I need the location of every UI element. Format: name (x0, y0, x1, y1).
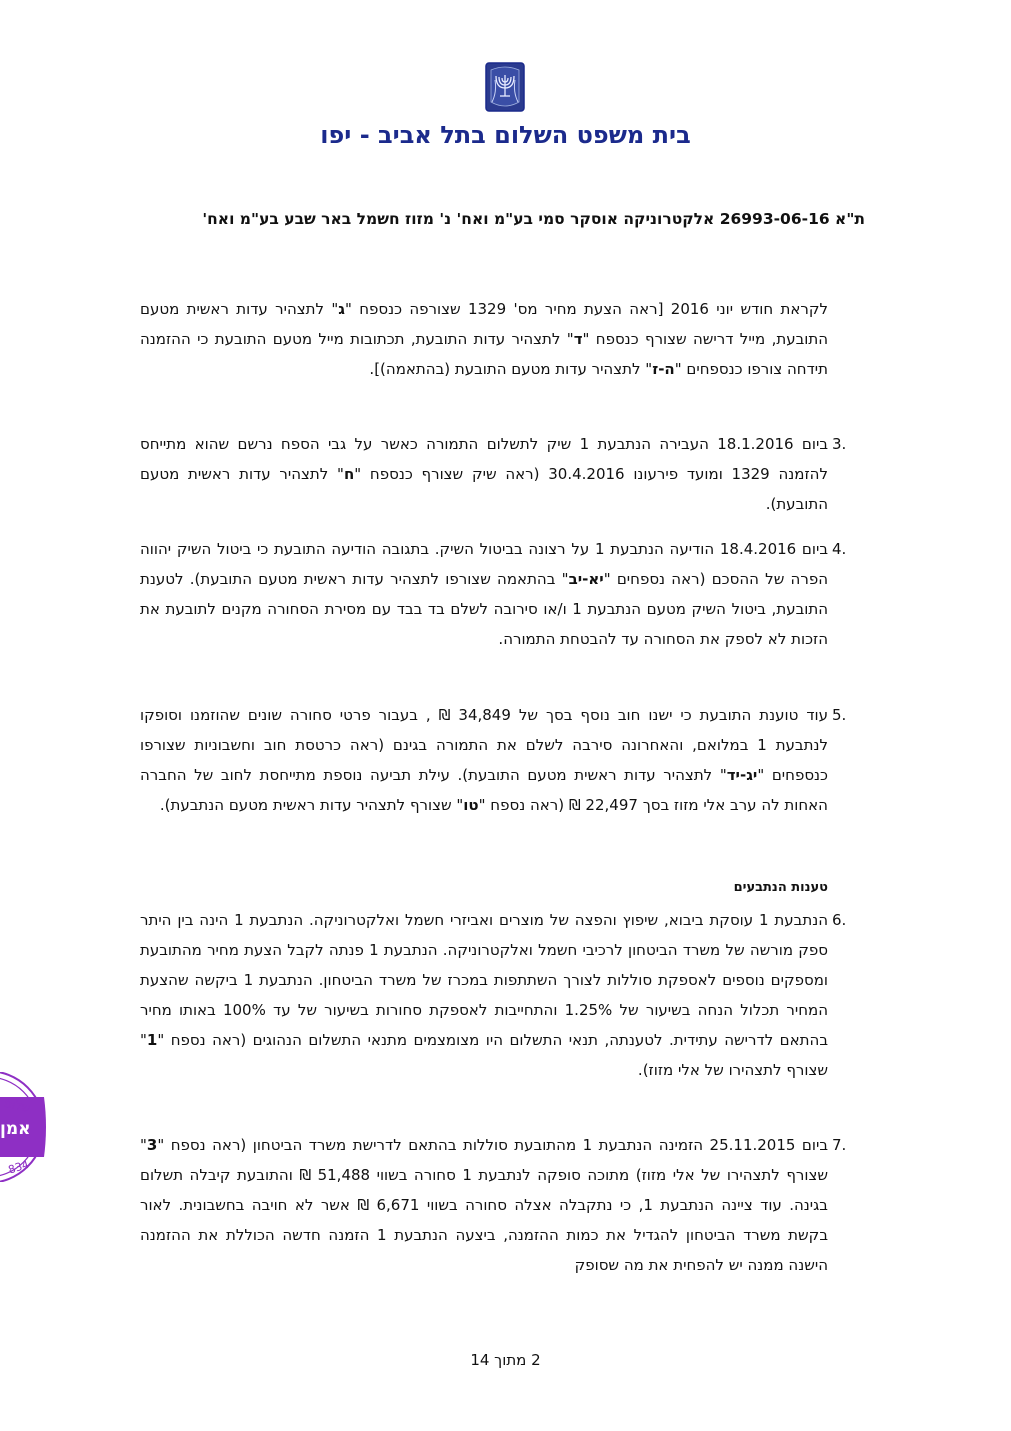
paragraph-number-5: 5. (832, 706, 847, 724)
svg-text:834: 834 (6, 1157, 31, 1177)
paragraph-number-6: 6. (832, 911, 847, 929)
paragraph-6: הנתבעת 1 עוסקת ביבוא, שיפוץ והפצה של מוצרים ואביזרי חשמל ואלקטרוניקה. הנתבעת 1 הינה בין היתר ספק מורשה של משרד הביטחון לרכיבי חשמל ואלקטרוניקה. הנתבעת 1 פנתה לקבל הצעת מחיר מהתובעת ומספקים נוספים לאספקת סוללות לצורך השתתפות במכרז של משרד הביטחון. הנתבעת 1 ביקשה שהצעת המחיר תכלול הנחה בשיעור של 1.25% והתחייבות לאספקת סחורות בשיעור של עד 100% באותו מחיר בהתאם לדרישה עתידית. לטענתה, תנאי התשלום היו מצומצמים מתנאי התשלום הנהוגים (ראה נספח "1" שצורף לתצהירו של אלי מזוז). (140, 911, 829, 1079)
paragraph-5: עוד טוענת התובעת כי ישנו חוב נוסף בסך של 34,849 ₪ , בעבור פרטי סחורה שונים שהוזמנו וסופקו לנתבעת 1 במלואם, והאחרונה סירבה לשלם את התמורה בגינם (ראה כרטסת חוב וחשבוניות שצורפו כנספחים "יג-יד" לתצהיר עדות ראשית מטעם התובעת). עילת תביעה נוספת מתייחסת לחוב של החברה האחות לה ערב אלי מזוז בסך 22,497 ₪ (ראה נספח "טו" שצורף לתצהיר עדות ראשית מטעם הנתבעת). (140, 706, 828, 814)
paragraph-4: ביום 18.4.2016 הודיעה הנתבעת 1 על רצונה בביטול השיק. בתגובה הודיעה התובעת כי ביטול השיק יהווה הפרה של ההסכם (ראה נספחים "יא-יב" בהתאמה שצורפו לתצהיר עדות ראשית מטעם התובעת). לטענת התובעת, ביטול השיק מטעם הנתבעת 1 ו/או סירובה לשלם בד בבד עם מסירת הסחורה מקנים לתובעת את הזכות לא לספק את הסחורה עד להבטחת התמורה. (140, 540, 828, 648)
state-emblem-icon (485, 62, 525, 114)
case-title: ת"א 26993-06-16 אלקטרוניקה אוסקר סמי בע"מ ואח' נ' מזוז חשמל באר שבע בע"מ ואח' (202, 210, 865, 228)
paragraph-continuation: לקראת חודש יוני 2016 [ראה הצעת מחיר מס' 1329 שצורפה כנספח "ג" לתצהיר עדות ראשית מטעם התובעת, מייל דרישה שצורף כנספח "ד" לתצהיר עדות התובעת, תכתובות מייל מטעם התובעת כי ההזמנה תידחה צורפו כנספחים "ה-ז" לתצהיר עדות מטעם התובעת (בהתאמה)]. (140, 300, 828, 378)
paragraph-number-7: 7. (832, 1136, 847, 1154)
section-heading: טענות הנתבעים (733, 880, 828, 895)
paragraph-3: ביום 18.1.2016 העבירה הנתבעת 1 שיק לתשלום התמורה כאשר על גבי הספח נרשם שהוא מתייחס להזמנה 1329 ומועד פירעונו 30.4.2016 (ראה שיק שצורף כנספח "ח" לתצהיר עדות ראשית מטעם התובעת). (140, 435, 829, 513)
lawyer-stamp (0, 1072, 48, 1182)
court-name: בית משפט השלום בתל אביב - יפו (320, 121, 691, 149)
paragraph-7: ביום 25.11.2015 הזמינה הנתבעת 1 מהתובעת סוללות בהתאם לדרישת משרד הביטחון (ראה נספח "3" שצורף לתצהירו של אלי מזוז) מתוכה סופקה לנתבעת 1 סחורה בשווי 51,488 ₪ והתובעת קיבלה תשלום בגינה. עוד ציינה הנתבעת 1, כי נתקבלה אצלה סחורה בשווי 6,671 ₪ אשר לא חויבה בחשבונית. לאור בקשת משרד הביטחון להגדיל את כמות ההזמנה, ביצעה הנתבעת 1 הזמנה חדשה הכוללת את ההזמנה הישנה ממנה יש להפחית את מה שסופק (140, 1136, 828, 1274)
paragraph-number-4: 4. (832, 540, 847, 558)
page-number: 2 מתוך 14 (470, 1351, 541, 1369)
paragraph-number-3: 3. (832, 435, 847, 453)
svg-text:שלום: שלום (2, 1095, 32, 1116)
svg-text:אמן: אמן (0, 1119, 31, 1139)
